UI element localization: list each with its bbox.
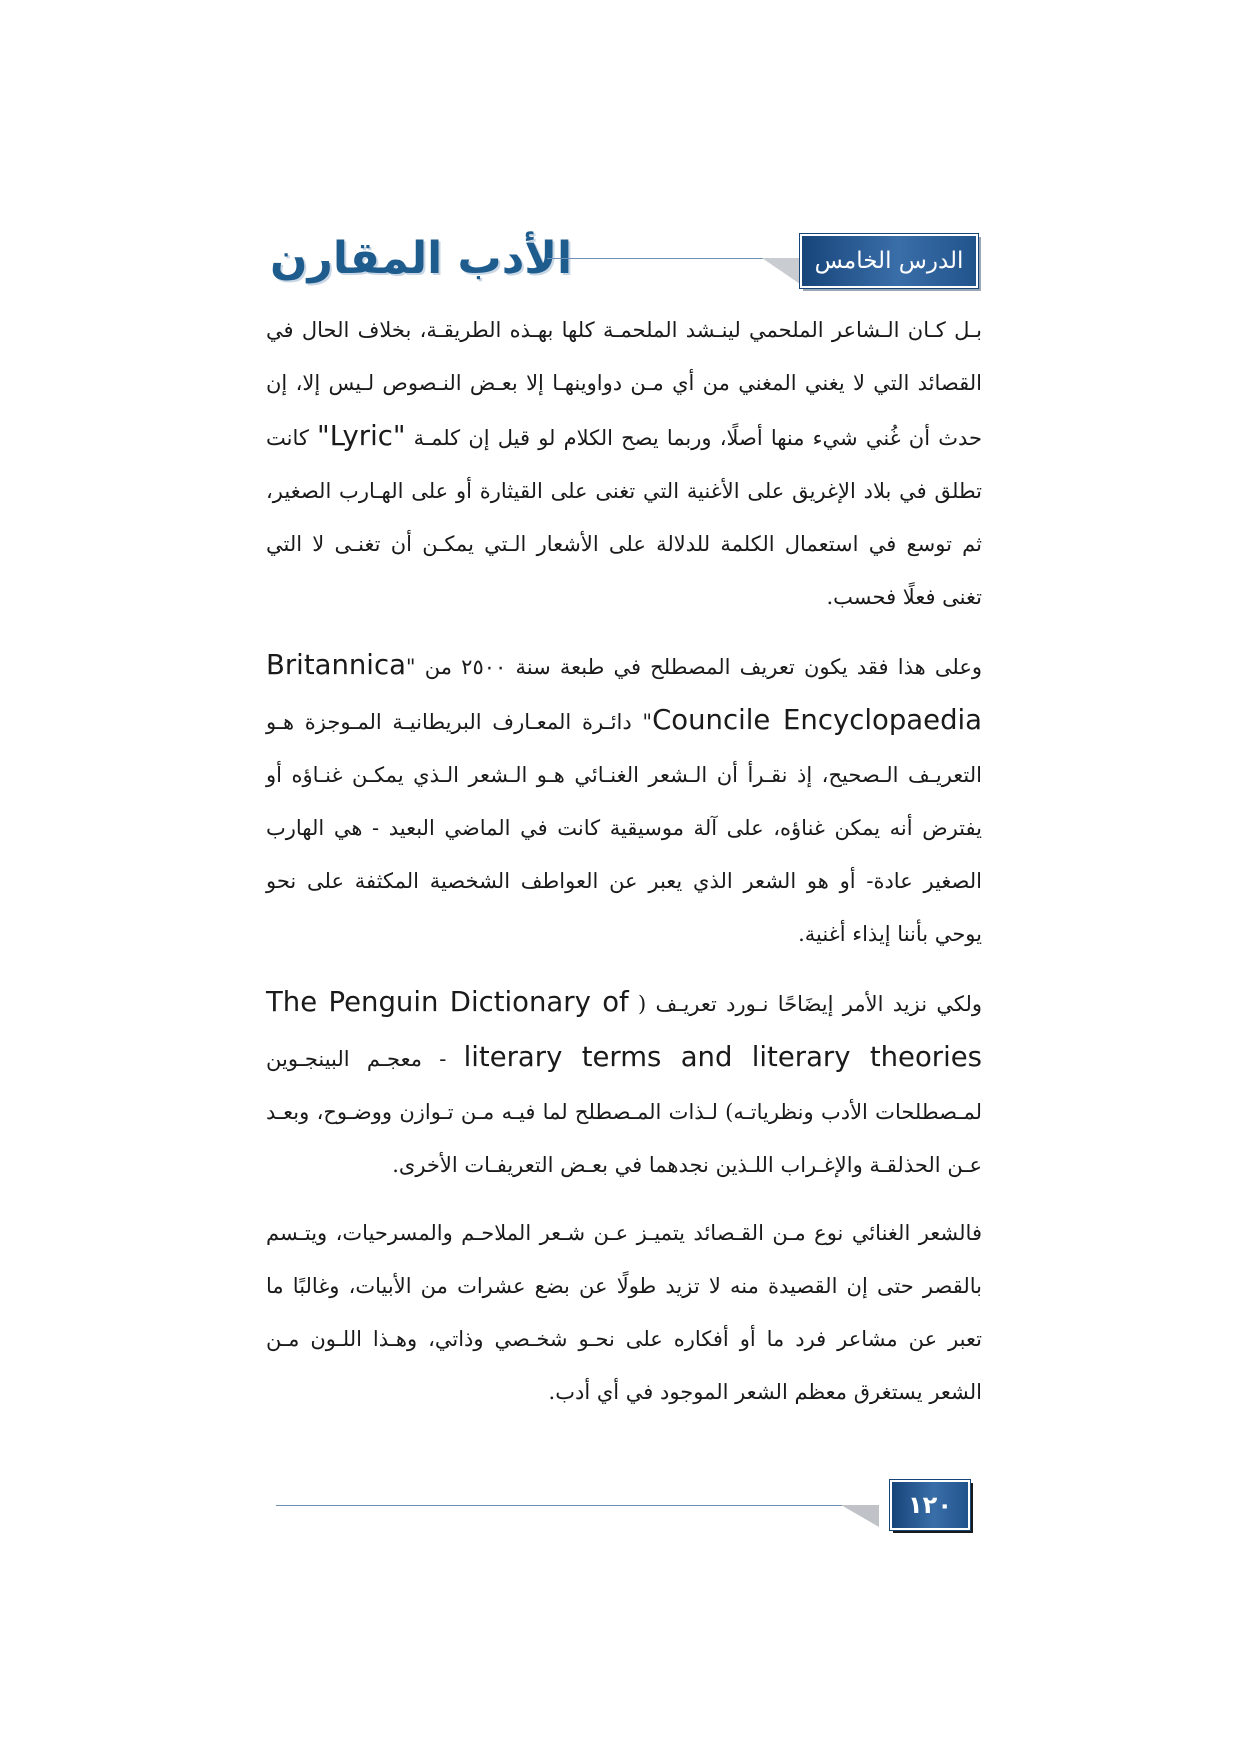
footer-divider-line [276,1505,876,1506]
header-divider-triangle [762,258,800,284]
paragraph-2-text: وعلى هذا فقد يكون تعريف المصطلح في طبعة سنة ٢٥٠٠ من " [405,655,982,679]
paragraph-2-continued: " دائـرة المعـارف البريطانيـة المـوجزة هـو التعريـف الـصحيح، إذ نقـرأ أن الـشعر الغنـائي هـو الـشعر الـذي يمكـن غنـاؤه أو يفترض أنه يمكن غناؤه، على آلة موسيقية كانت في الماضي البعيد - هي الهارب الصغير عادة- أو هو الشعر الذي يعبر عن العواطف الشخصية المكثفة على نحو يوحي بأننا إيذاء أغنية. [266,710,982,946]
paragraph-1-text: بـل كـان الـشاعر الملحمي لينـشد الملحمـة كلها بهـذه الطريقـة، بخلاف الحال في القصائد التي لا يغني المغني من أي مـن دواوينهـا إلا بعـض النـصوص لـيس إلا، إن حدث أن غُني شيء منها أصلًا، وربما يصح الكلام لو قيل إن كلمـة [266,318,982,450]
paragraph-1-continued: كانت تطلق في بلاد الإغريق على الأغنية التي تغنى على القيثارة أو على الهـارب الصغير، ثم توسع في استعمال الكلمة للدلالة على الأشعار الـتي يمكـن أن تغنـى لا التي تغنى فعلًا فحسب. [266,426,982,609]
paragraph-4 [266,1207,982,1419]
paragraph-3-continued: - معجـم البينجـوين لمـصطلحات الأدب ونظرياتـه) لـذات المـصطلح لما فيـه مـن تـوازن ووضـوح، وبعـد عـن الحذلقـة والإغـراب اللـذين نجدهما في بعـض التعريفـات الأخرى. [266,1047,982,1177]
page-body [266,304,982,1419]
term-penguin-dictionary: The Penguin Dictionary of literary terms and literary theories [266,986,982,1073]
term-lyric: "Lyric" [317,420,406,452]
footer-divider-triangle [841,1505,879,1527]
page-header [262,226,982,292]
paragraph-3 [266,976,982,1192]
paragraph-2 [266,639,982,961]
page-footer [276,1480,976,1532]
term-britannica: Britannica Councile Encyclopaedia [266,649,983,736]
page-number: ١٢٠ [890,1480,970,1530]
header-divider-line [547,258,792,259]
paragraph-3-text: ولكي نزيد الأمر إيضَاحًا نـورد تعريـف ( [638,992,982,1016]
paragraph-1 [266,304,982,624]
lesson-badge: الدرس الخامس [800,234,978,288]
book-title: الأدب المقارن [270,233,573,284]
paragraph-4-text: فالشعر الغنائي نوع مـن القـصائد يتميـز عـن شـعر الملاحـم والمسرحيات، ويتـسم بالقصر حتى إن القصيدة منه لا تزيد طولًا عن بضع عشرات من الأبيات، وغالبًا ما تعبر عن مشاعر فرد ما أو أفكاره على نحـو شخـصي وذاتي، وهـذا اللـون مـن الشعر يستغرق معظم الشعر الموجود في أي أدب. [266,1221,982,1404]
